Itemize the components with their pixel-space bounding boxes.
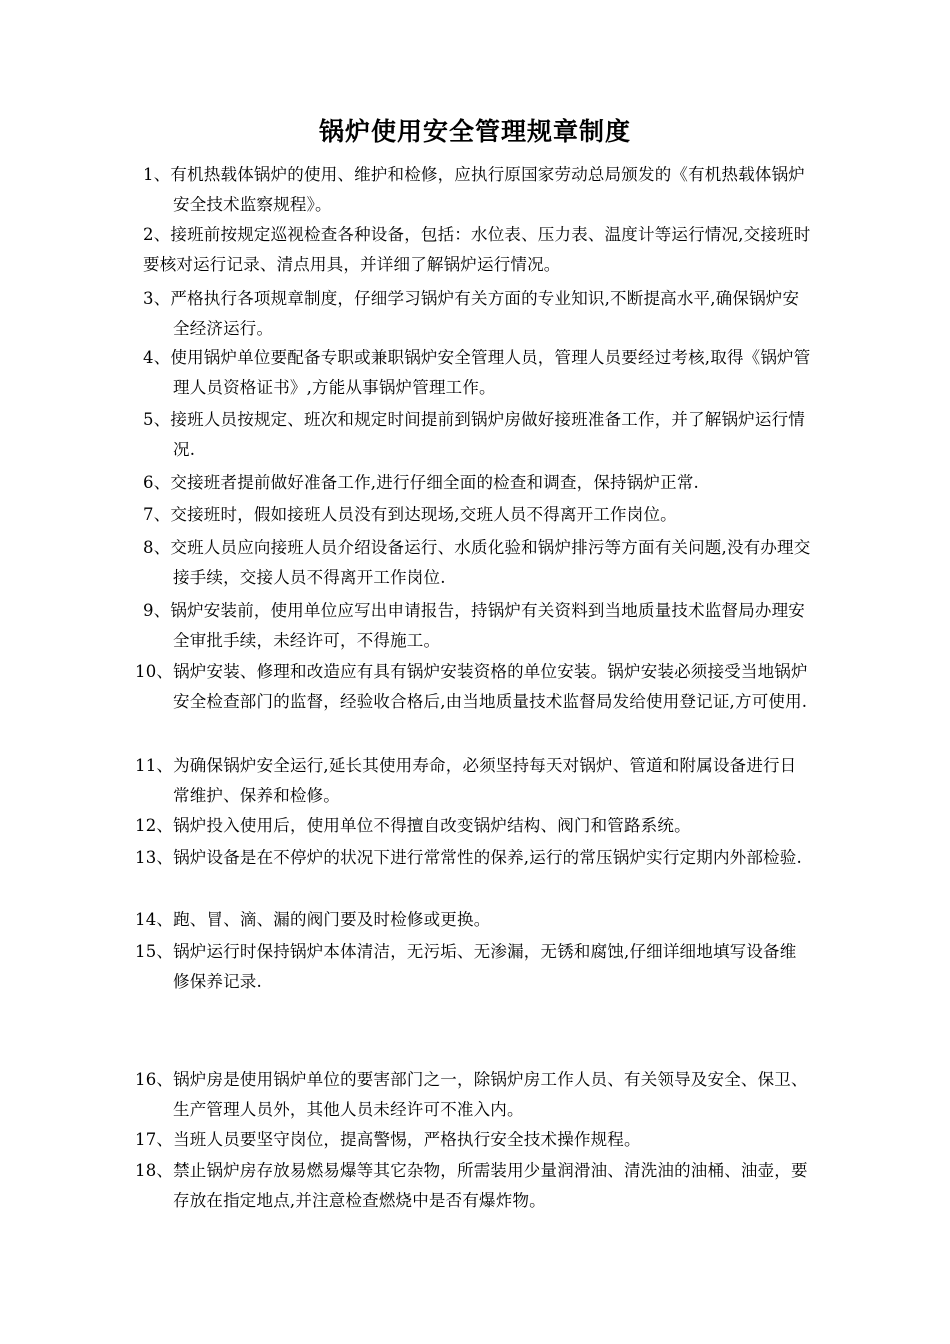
rule-number: 9、	[143, 601, 171, 620]
rule-number: 3、	[143, 289, 171, 308]
rule-item-8	[143, 533, 811, 592]
rule-text: 严格执行各项规章制度，仔细学习锅炉有关方面的专业知识,不断提高水平,确保锅炉安全经济运行。	[170, 289, 800, 338]
rule-text: 锅炉安装前，使用单位应写出申请报告，持锅炉有关资料到当地质量技术监督局办理安全审批手续，未经许可，不得施工。	[170, 601, 806, 650]
rule-item-9	[143, 596, 811, 655]
rule-number: 13、	[135, 848, 174, 867]
rule-item-10	[135, 657, 811, 716]
rule-item-11	[135, 751, 811, 810]
rule-item-3	[143, 284, 811, 343]
rule-number: 5、	[143, 410, 171, 429]
rule-text: 当班人员要坚守岗位，提高警惕，严格执行安全技术操作规程。	[173, 1130, 641, 1149]
rule-number: 11、	[135, 756, 174, 775]
rule-item-15	[135, 937, 811, 996]
rule-text: 锅炉投入使用后，使用单位不得擅自改变锅炉结构、阀门和管路系统。	[173, 816, 691, 835]
rule-item-18	[135, 1156, 811, 1215]
rule-number: 8、	[143, 538, 171, 557]
rule-item-16	[135, 1065, 811, 1124]
rule-text: 有机热载体锅炉的使用、维护和检修，应执行原国家劳动总局颁发的《有机热载体锅炉安全技术监察规程》。	[170, 165, 806, 214]
rule-number: 16、	[135, 1070, 174, 1089]
rule-text: 接班人员按规定、班次和规定时间提前到锅炉房做好接班准备工作，并了解锅炉运行情况.	[170, 410, 806, 459]
rule-text: 锅炉房是使用锅炉单位的要害部门之一，除锅炉房工作人员、有关领导及安全、保卫、生产管理人员外，其他人员未经许可不准入内。	[173, 1070, 808, 1119]
rule-text: 交班人员应向接班人员介绍设备运行、水质化验和锅炉排污等方面有关问题,没有办理交接手续，交接人员不得离开工作岗位.	[170, 538, 811, 587]
rule-text: 锅炉运行时保持锅炉本体清洁，无污垢、无渗漏，无锈和腐蚀,仔细详细地填写设备维修保养记录.	[173, 942, 797, 991]
rule-text: 跑、冒、滴、漏的阀门要及时检修或更换。	[173, 910, 491, 929]
rule-item-4	[143, 343, 811, 402]
rule-number: 7、	[143, 505, 171, 524]
rule-item-1	[143, 160, 811, 219]
rule-number: 14、	[135, 910, 174, 929]
rule-number: 2、	[143, 225, 171, 244]
rule-number: 15、	[135, 942, 174, 961]
rule-text: 锅炉设备是在不停炉的状况下进行常常性的保养,运行的常压锅炉实行定期内外部检验.	[173, 848, 802, 867]
rule-text: 接班前按规定巡视检查各种设备，包括：水位表、压力表、温度计等运行情况,交接班时要核对运行记录、清点用具，并详细了解锅炉运行情况。	[143, 225, 811, 274]
rule-text: 交接班者提前做好准备工作,进行仔细全面的检查和调查，保持锅炉正常.	[170, 473, 699, 492]
rule-text: 为确保锅炉安全运行,延长其使用寿命，必须坚持每天对锅炉、管道和附属设备进行日常维护、保养和检修。	[173, 756, 797, 805]
rule-number: 10、	[135, 662, 174, 681]
rule-item-2	[143, 220, 811, 279]
rule-number: 4、	[143, 348, 171, 367]
rule-text: 禁止锅炉房存放易燃易爆等其它杂物，所需装用少量润滑油、清洗油的油桶、油壶，要存放在指定地点,并注意检查燃烧中是否有爆炸物。	[173, 1161, 808, 1210]
rule-text: 锅炉安装、修理和改造应有具有锅炉安装资格的单位安装。锅炉安装必须接受当地锅炉安全检查部门的监督，经验收合格后,由当地质量技术监督局发给使用登记证,方可使用.	[173, 662, 808, 711]
rule-number: 17、	[135, 1130, 174, 1149]
rule-number: 18、	[135, 1161, 174, 1180]
rule-item-17	[135, 1125, 811, 1155]
rule-item-7	[143, 500, 811, 530]
document-title: 锅炉使用安全管理规章制度	[318, 117, 631, 146]
rule-item-12	[135, 811, 811, 841]
rule-item-6	[143, 468, 811, 498]
rule-number: 12、	[135, 816, 174, 835]
rule-number: 1、	[143, 165, 171, 184]
rule-item-13	[135, 843, 811, 873]
rule-item-14	[135, 905, 811, 935]
rule-number: 6、	[143, 473, 171, 492]
rule-text: 交接班时，假如接班人员没有到达现场,交班人员不得离开工作岗位。	[170, 505, 677, 524]
rule-text: 使用锅炉单位要配备专职或兼职锅炉安全管理人员，管理人员要经过考核,取得《锅炉管理人员资格证书》,方能从事锅炉管理工作。	[170, 348, 811, 397]
rule-item-5	[143, 405, 811, 464]
